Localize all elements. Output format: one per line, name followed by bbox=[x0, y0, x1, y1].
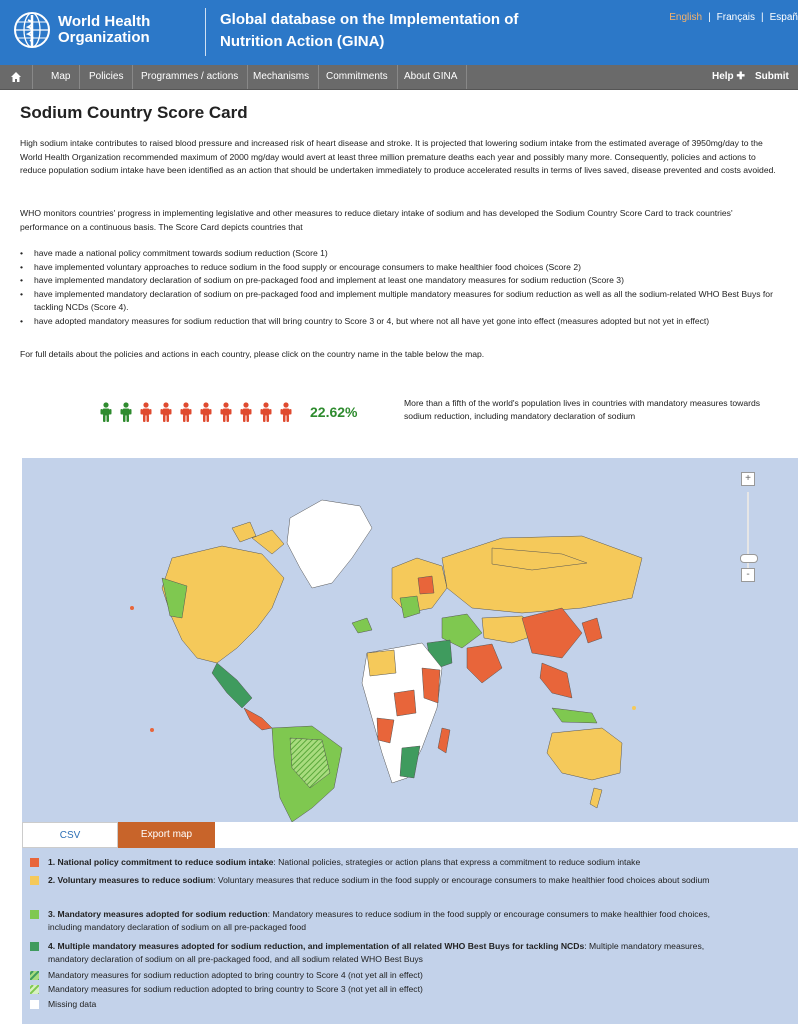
country-shape bbox=[438, 728, 450, 753]
submit-label: Submit bbox=[755, 71, 789, 82]
nav-home[interactable] bbox=[0, 65, 33, 89]
country-shape bbox=[394, 690, 416, 716]
details-note: For full details about the policies and actions in each country, please click on the country name in the table below the map. bbox=[20, 349, 485, 359]
list-item: • have made a national policy commitment towards sodium reduction (Score 1) bbox=[20, 247, 780, 261]
country-shape bbox=[232, 522, 256, 542]
country-shape bbox=[467, 644, 502, 683]
country-shape bbox=[422, 668, 440, 703]
legend-bold: 4. Multiple mandatory measures adopted for sodium reduction, and implementation of all related WHO Best Buys for tackling NCDs bbox=[48, 941, 585, 951]
population-note: More than a fifth of the world's population lives in countries with mandatory measures towards sodium reduction, including mandatory declaration of sodium bbox=[404, 398, 761, 421]
legend-swatch bbox=[30, 1000, 39, 1009]
plus-icon: ✚ bbox=[736, 71, 745, 82]
export-map-button[interactable]: Export map bbox=[118, 822, 215, 848]
legend-swatch bbox=[30, 910, 39, 919]
main-nav bbox=[0, 65, 798, 106]
site-header bbox=[0, 0, 798, 65]
world-map[interactable] bbox=[22, 458, 798, 822]
world-map-svg[interactable] bbox=[22, 458, 798, 822]
legend-bold: 1. National policy commitment to reduce sodium intake bbox=[48, 857, 274, 867]
country-shape bbox=[442, 536, 642, 613]
legend-hatch3 bbox=[30, 983, 730, 996]
zoom-out-button[interactable]: - bbox=[741, 568, 755, 582]
greenland-shape bbox=[287, 500, 372, 588]
person-icon bbox=[160, 402, 172, 422]
country-shape bbox=[400, 746, 420, 778]
lang-francais[interactable]: Français bbox=[716, 12, 756, 23]
person-icon bbox=[180, 402, 192, 422]
person-icon bbox=[260, 402, 272, 422]
person-icon bbox=[200, 402, 212, 422]
nav-policies[interactable]: Policies bbox=[80, 65, 133, 89]
country-shape bbox=[212, 663, 252, 708]
legend-desc: : Multiple mandatory measures, mandatory declaration of sodium on all pre-packaged food, and all sodium related WHO Best Buys bbox=[48, 941, 705, 964]
help-label: Help bbox=[712, 71, 734, 82]
intro-paragraph: High sodium intake contributes to raised blood pressure and increased risk of heart disease and stroke. It is projected that lowering sodium intake from the estimated average of 3950mg/day to the World Health Organization recommended maximum of 2000 mg/day would avert at least three million premature deaths each year and possibly many more. Consequently, policies and actions to reduce population sodium intake have been identified as an action that should be undertaken immediately to produce accelerated results in terms of lives saved, disease prevented and costs avoided. bbox=[20, 138, 776, 175]
legend-bold: 3. Mandatory measures adopted for sodium reduction bbox=[48, 909, 268, 919]
country-shape bbox=[522, 608, 582, 658]
legend-score4 bbox=[30, 940, 730, 965]
site-title[interactable]: Global database on the Implementation of Nutrition Action (GINA) bbox=[220, 11, 519, 50]
language-switcher: English | Français | Españ bbox=[669, 12, 798, 23]
nav-about[interactable]: About GINA bbox=[395, 65, 467, 89]
legend-swatch bbox=[30, 876, 39, 885]
legend-score2 bbox=[30, 874, 730, 887]
legend-desc: : Mandatory measures to reduce sodium in the food supply or encourage consumers to make healthier food choices, including mandatory declaration of sodium on all pre-packaged food bbox=[48, 909, 711, 932]
country-shape bbox=[418, 576, 434, 594]
header-divider bbox=[205, 8, 206, 56]
submit-link[interactable] bbox=[755, 65, 798, 106]
legend-desc: : Voluntary measures that reduce sodium in the food supply or encourage consumers to make healthier food choices about sodium bbox=[213, 875, 710, 885]
lang-english[interactable]: English bbox=[669, 12, 703, 23]
person-icon bbox=[120, 402, 132, 422]
country-shape bbox=[582, 618, 602, 643]
country-shape bbox=[590, 788, 602, 808]
population-percent: 22.62% bbox=[310, 404, 358, 420]
person-icon bbox=[240, 402, 252, 422]
org-name-line2: Organization bbox=[58, 29, 150, 46]
country-shape bbox=[400, 596, 420, 618]
map-legend bbox=[22, 848, 798, 1024]
zoom-in-button[interactable]: + bbox=[741, 472, 755, 486]
legend-desc: : National policies, strategies or action plans that express a commitment to reduce sodium intake bbox=[273, 857, 641, 867]
person-icon bbox=[220, 402, 232, 422]
plus-icon: ✚ bbox=[755, 95, 764, 106]
csv-button[interactable]: CSV bbox=[22, 822, 118, 848]
monitor-paragraph: WHO monitors countries' progress in implementing legislative and other measures to reduce dietary intake of sodium and has developed the Sodium Country Score Card to track countries' performance on a continuous basis. The Score Card depicts countries that bbox=[20, 208, 733, 232]
home-icon bbox=[10, 71, 22, 83]
list-item: • have implemented voluntary approaches to reduce sodium in the food supply or encourage consumers to make healthier food choices (Score 2) bbox=[20, 261, 780, 275]
list-item: • have implemented mandatory declaration of sodium on pre-packaged food and implement multiple mandatory measures for sodium reduction as well as all the sodium-related WHO Best Buys for tackling NCDs (Score 4). bbox=[20, 288, 780, 315]
country-shape bbox=[547, 728, 622, 780]
zoom-slider-handle[interactable] bbox=[740, 554, 758, 563]
country-shape bbox=[252, 530, 284, 554]
country-shape bbox=[540, 663, 572, 698]
nav-programmes[interactable]: Programmes / actions bbox=[132, 65, 248, 89]
person-icon bbox=[280, 402, 292, 422]
legend-score1 bbox=[30, 856, 730, 869]
country-shape bbox=[552, 708, 597, 723]
help-link[interactable] bbox=[712, 65, 745, 89]
person-icon bbox=[100, 402, 112, 422]
legend-missing bbox=[30, 998, 730, 1011]
lang-espanol[interactable]: Españ bbox=[769, 12, 798, 23]
country-shape bbox=[352, 618, 372, 633]
legend-hatch4 bbox=[30, 969, 730, 982]
criteria-list bbox=[20, 247, 780, 328]
population-pictogram bbox=[100, 402, 292, 422]
list-item: • have implemented mandatory declaration of sodium on pre-packaged food and implement at least one mandatory measures for sodium reduction (Score 3) bbox=[20, 274, 780, 288]
nav-map[interactable]: Map bbox=[42, 65, 80, 89]
country-shape bbox=[367, 650, 396, 676]
legend-desc: Mandatory measures for sodium reduction adopted to bring country to Score 4 (not yet all in effect) bbox=[48, 970, 423, 980]
who-emblem-icon bbox=[12, 10, 52, 50]
legend-swatch bbox=[30, 971, 39, 980]
legend-swatch bbox=[30, 985, 39, 994]
legend-swatch bbox=[30, 858, 39, 867]
legend-score3 bbox=[30, 908, 730, 933]
page-title: Sodium Country Score Card bbox=[20, 103, 248, 122]
list-item: • have adopted mandatory measures for sodium reduction that will bring country to Score 3 or 4, but where not all have yet gone into effect (measures adopted but not yet in effect) bbox=[20, 315, 780, 329]
legend-desc: Mandatory measures for sodium reduction adopted to bring country to Score 3 (not yet all in effect) bbox=[48, 984, 423, 994]
person-icon bbox=[140, 402, 152, 422]
who-logo[interactable] bbox=[12, 10, 150, 50]
nav-commitments[interactable]: Commitments bbox=[317, 65, 398, 89]
legend-desc: Missing data bbox=[48, 999, 97, 1009]
nav-mechanisms[interactable]: Mechanisms bbox=[244, 65, 319, 89]
legend-swatch bbox=[30, 942, 39, 951]
legend-bold: 2. Voluntary measures to reduce sodium bbox=[48, 875, 214, 885]
country-shape bbox=[244, 708, 272, 730]
org-name-line1: World Health bbox=[58, 13, 151, 30]
